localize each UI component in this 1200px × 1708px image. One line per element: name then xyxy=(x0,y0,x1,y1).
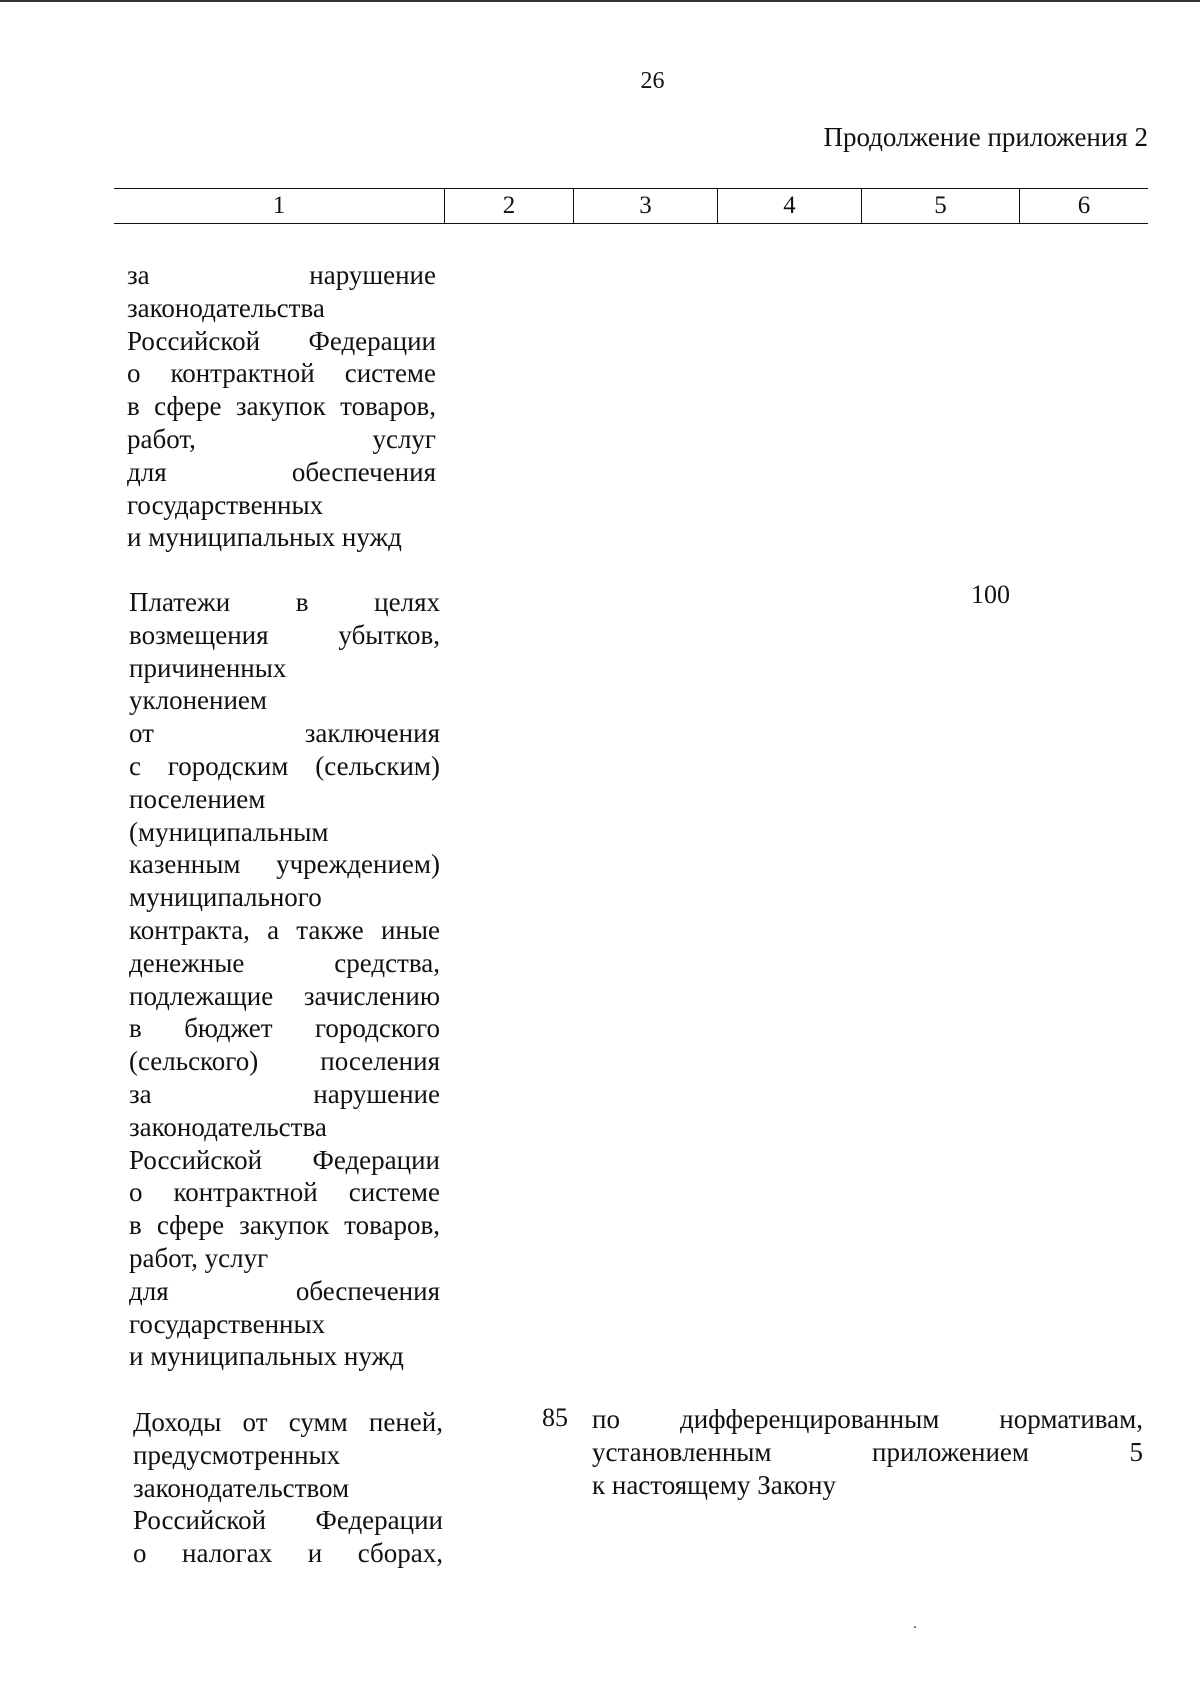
text-line: о контрактной системе xyxy=(127,358,436,389)
text-line: с городским (сельским) xyxy=(129,750,440,781)
text-line: поселением xyxy=(129,783,266,814)
text-line: в бюджет городского xyxy=(129,1013,440,1044)
column-header-1: 1 xyxy=(114,189,445,223)
row-2-description xyxy=(129,586,440,1373)
scan-speck xyxy=(914,1626,916,1628)
column-header-3: 3 xyxy=(574,189,718,223)
text-line: Российской Федерации xyxy=(133,1505,443,1536)
page-number: 26 xyxy=(640,68,665,94)
text-line: законодательством xyxy=(133,1472,350,1503)
text-line: работ, услуг xyxy=(127,423,436,454)
text-line: Российской Федерации xyxy=(127,325,436,356)
text-line: работ, услуг xyxy=(129,1242,269,1273)
column-header-4: 4 xyxy=(718,189,862,223)
text-line: контракта, а также иные xyxy=(129,914,440,945)
row-3-description xyxy=(133,1406,443,1570)
text-line: за нарушение xyxy=(127,260,436,290)
text-line: в сфере закупок товаров, xyxy=(129,1210,440,1241)
text-line: за нарушение xyxy=(129,1078,440,1109)
text-line: к настоящему Закону xyxy=(592,1469,836,1500)
text-line: по дифференцированным нормативам, xyxy=(592,1404,1143,1434)
continuation-label: Продолжение приложения 2 xyxy=(823,122,1148,152)
table-header-row xyxy=(114,188,1148,224)
row-3-normative-note xyxy=(592,1403,1143,1501)
scan-edge xyxy=(0,0,1200,2)
text-line: в сфере закупок товаров, xyxy=(127,391,436,422)
text-line: и муниципальных нужд xyxy=(129,1341,404,1372)
row-3-col2-value: 85 xyxy=(542,1403,568,1432)
column-header-2: 2 xyxy=(445,189,574,223)
text-line: о контрактной системе xyxy=(129,1177,440,1208)
text-line: денежные средства, xyxy=(129,947,440,978)
text-line: государственных xyxy=(127,489,324,520)
text-line: и муниципальных нужд xyxy=(127,522,402,553)
text-line: подлежащие зачислению xyxy=(129,980,440,1011)
row-1-description xyxy=(127,259,436,554)
text-line: предусмотренных xyxy=(133,1439,341,1470)
text-line: Российской Федерации xyxy=(129,1144,440,1175)
text-line: о налогах и сборах, xyxy=(133,1538,443,1569)
text-line: установленным приложением 5 xyxy=(592,1436,1143,1467)
text-line: причиненных xyxy=(129,652,287,683)
text-line: муниципального xyxy=(129,882,322,913)
text-line: законодательства xyxy=(129,1111,327,1142)
column-header-6: 6 xyxy=(1077,192,1091,219)
text-line: Доходы от сумм пеней, xyxy=(133,1407,443,1437)
text-line: казенным учреждением) xyxy=(129,849,440,880)
text-line: государственных xyxy=(129,1308,326,1339)
text-line: для обеспечения xyxy=(129,1275,440,1306)
text-line: для обеспечения xyxy=(127,456,436,487)
text-line: законодательства xyxy=(127,292,325,323)
text-line: возмещения убытков, xyxy=(129,619,440,650)
text-line: уклонением xyxy=(129,685,267,716)
text-line: Платежи в целях xyxy=(129,587,440,617)
column-header-5: 5 xyxy=(862,189,1020,223)
text-line: от заключения xyxy=(129,718,440,749)
row-2-col5-value: 100 xyxy=(971,580,1010,609)
text-line: (сельского) поселения xyxy=(129,1046,440,1077)
text-line: (муниципальным xyxy=(129,816,329,847)
